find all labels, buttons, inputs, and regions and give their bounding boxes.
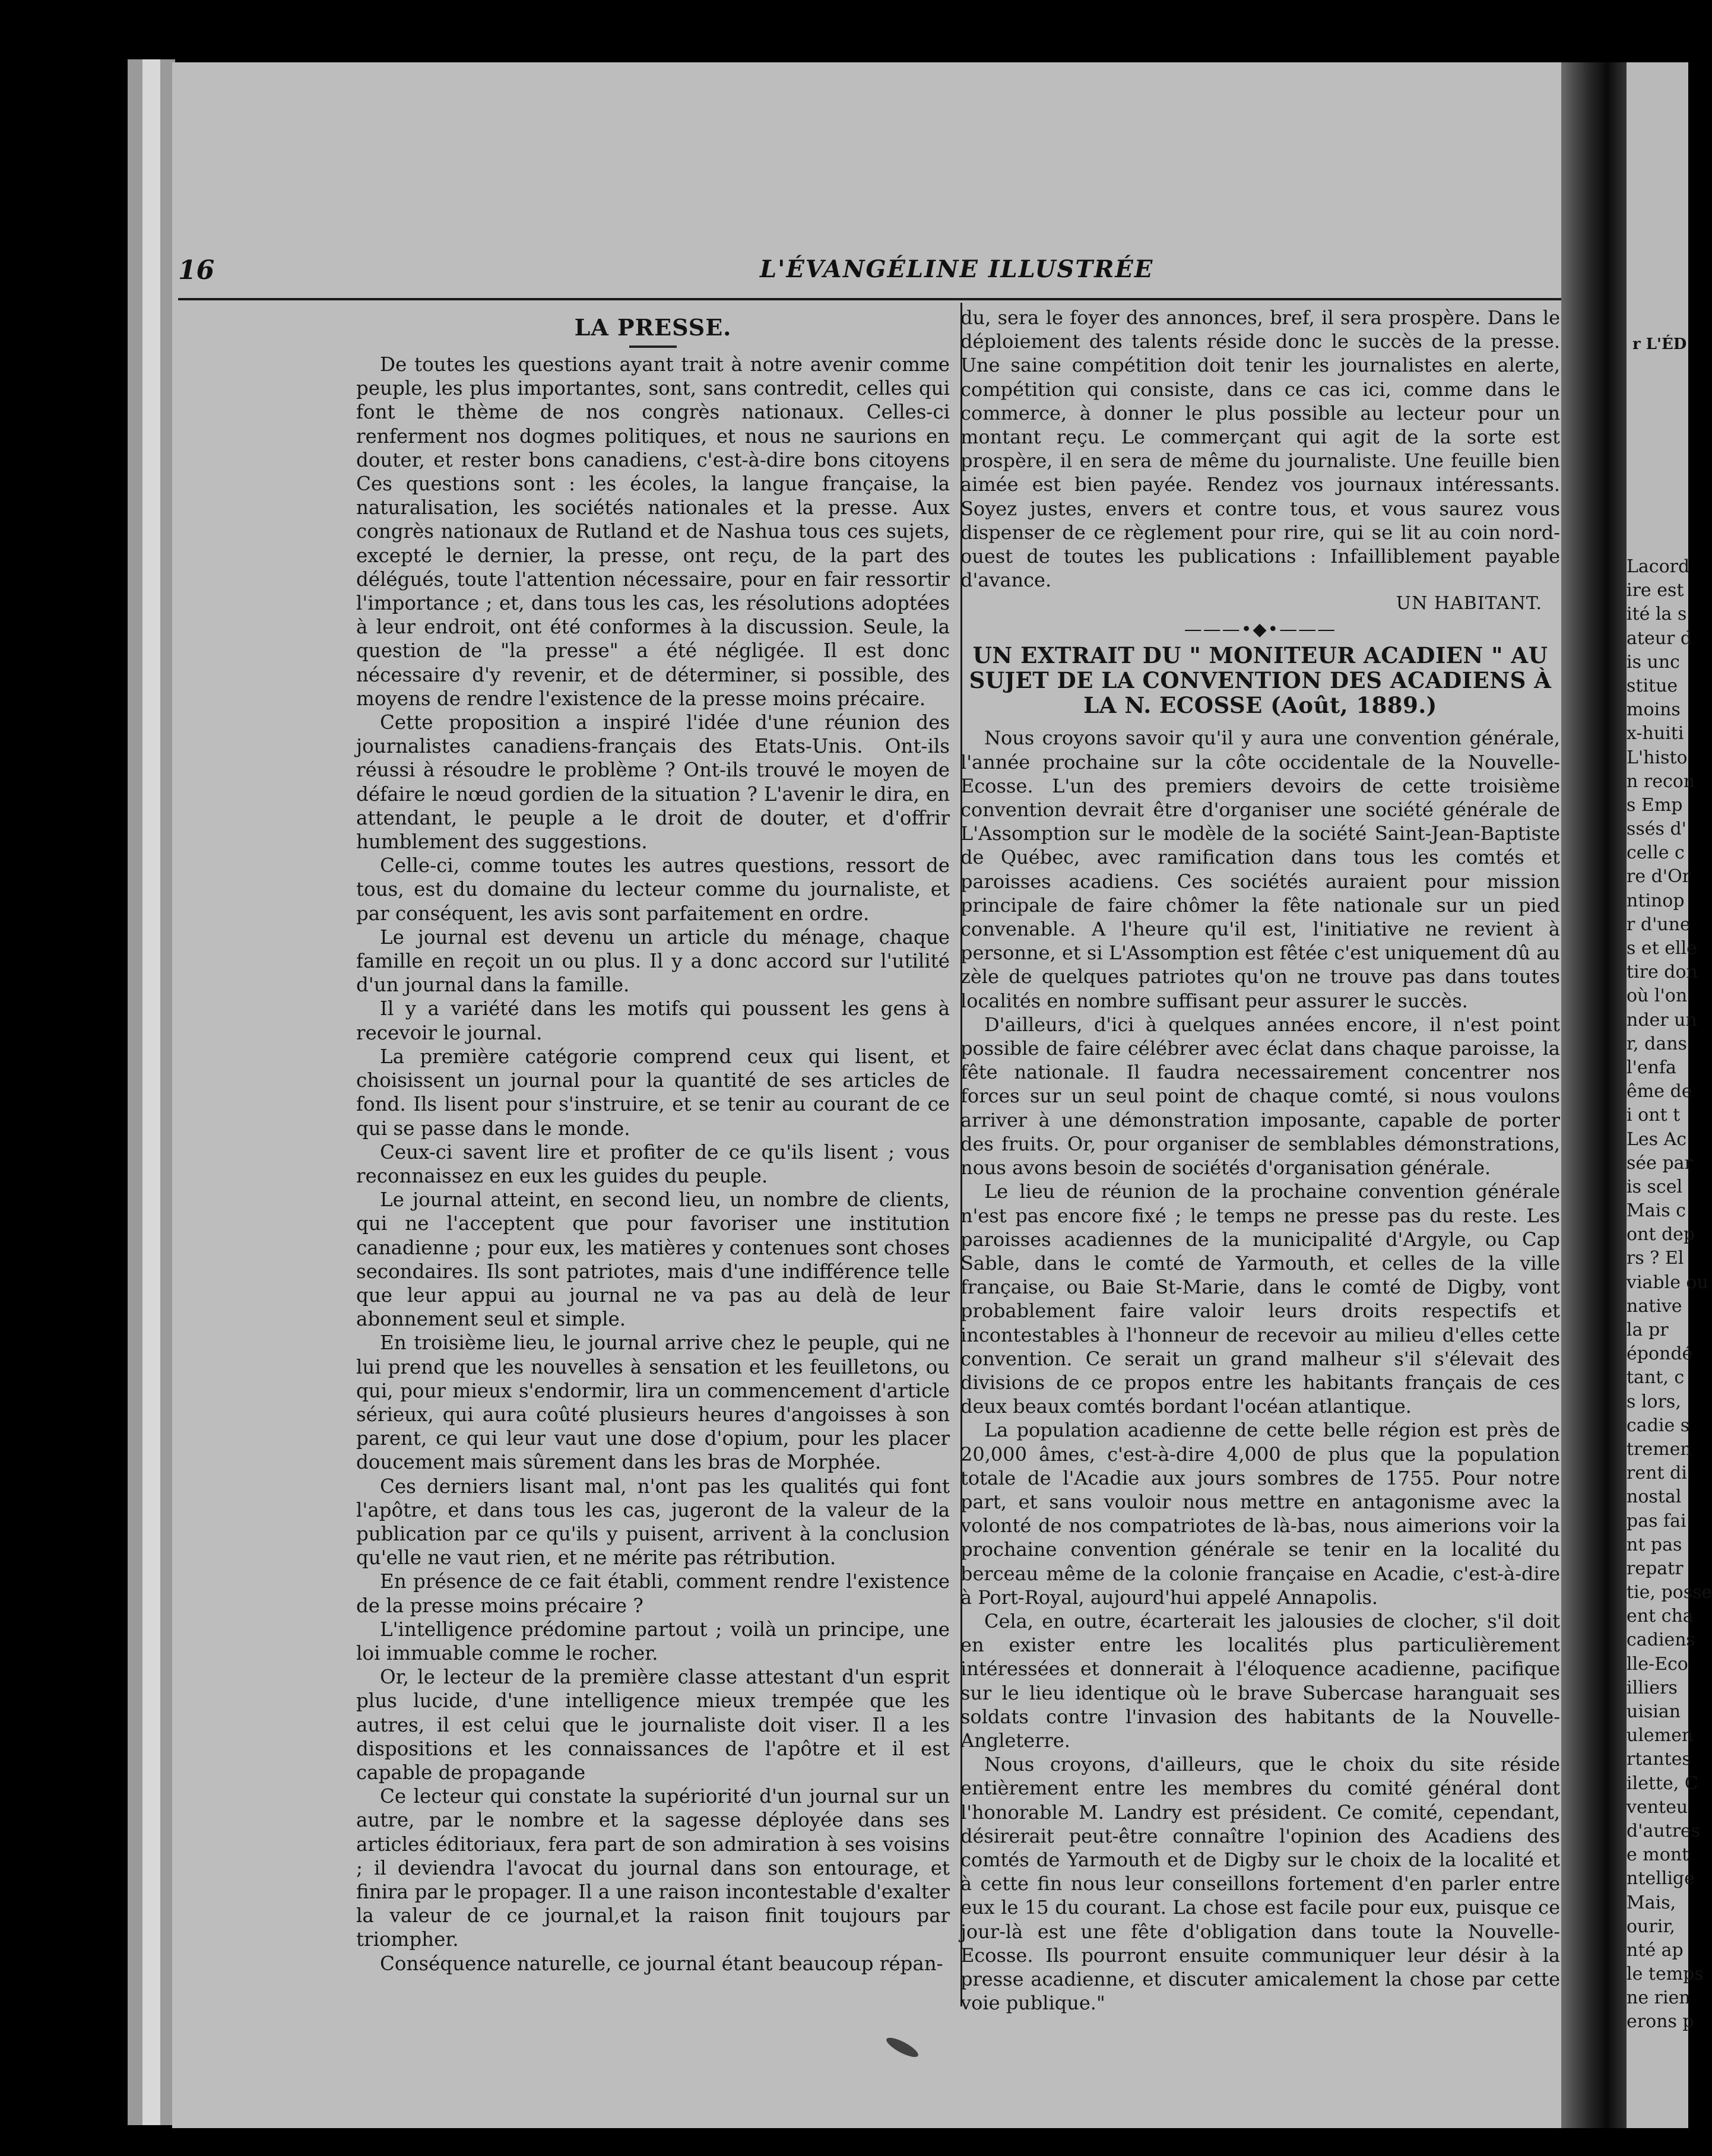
section-ornament: ———•◆•——— <box>1184 619 1337 641</box>
adjacent-page-line: e mont <box>1627 1844 1689 1866</box>
adjacent-page-line: ême de <box>1627 1081 1692 1102</box>
adjacent-page-line: Les Ac <box>1627 1128 1687 1150</box>
signature-row <box>960 592 1560 616</box>
paragraph: Nous croyons savoir qu'il y aura une convention générale, l'année prochaine sur la côte occidentale de la Nouvelle-Ecosse. L'un des premiers devoirs de cette troisième convention devrait être d'organiser une société générale de L'Assomption sur le modèle de la société Saint-Jean-Baptiste de Québec, avec ramification dans tous les comtés et paroisses acadiens. Ces sociétés auraient pour mission principale de faire chômer la fête nationale sur un pied convenable. A l'heure qu'il est, l'initiative ne revient à personne, et si L'Assomption est fêtée c'est uniquement dû au zèle de quelques patriotes qu'on ne trouve pas dans toutes localités en nombre suffisant peur assurer le succès. <box>960 727 1560 1012</box>
paragraph: Nous croyons, d'ailleurs, que le choix du site réside entièrement entre les membres du comité général dont l'honorable M. Landry est président. Ce comité, cependant, désirerait peut-être connaître l'opinion des Acadiens des comtés de Yarmouth et de Digby sur le choix de la localité et à cette fin nous leur conseillons fortement d'en parler entre eux le 15 du courant. La chose est facile pour eux, puisque ce jour-là est une fête d'obligation dans toute la Nouvelle-Ecosse. Ils pourront ensuite communiquer leur désir à la presse acadienne, et discuter amicalement la chose par cette voie publique." <box>960 1753 1560 2015</box>
adjacent-page-line: venteu <box>1627 1796 1688 1818</box>
paragraph: La première catégorie comprend ceux qui lisent, et choisissent un journal pour la quantité de ses articles de fond. Ils lisent pour s'instruire, et se tenir au courant de ce qui se passe dans le monde. <box>356 1045 950 1140</box>
adjacent-page-line: ne rien <box>1627 1987 1691 2009</box>
adjacent-page-line: x-huiti <box>1627 723 1684 744</box>
paragraph: Ce lecteur qui constate la supériorité d'un journal sur un autre, par le nombre et la sagesse déployée dans ses articles éditoriaux, fera part de son admiration à ses voisins ; il deviendra l'avocat du journal dans son entourage, et finira par le propager. Il a une raison incontestable d'exalter la valeur de ce journal,et la raison finit toujours par triompher. <box>356 1785 950 1951</box>
adjacent-page-line: ilette, C <box>1627 1773 1698 1794</box>
microfilm-edge-highlight <box>142 59 160 2125</box>
adjacent-page-line: re d'Or <box>1627 866 1691 887</box>
adjacent-page-line: cadiens <box>1627 1629 1695 1651</box>
adjacent-page-line: r d'une <box>1627 914 1691 935</box>
paragraph: Il y a variété dans les motifs qui poussent les gens à recevoir le journal. <box>356 997 950 1044</box>
adjacent-page-text <box>1627 555 1712 2034</box>
adjacent-page-header: r L'ÉD <box>1632 335 1687 353</box>
author-signature: UN HABITANT. <box>1396 593 1542 614</box>
adjacent-page-line: tremen <box>1627 1438 1692 1460</box>
paragraph: Or, le lecteur de la première classe attestant d'un esprit plus lucide, d'une intelligence mieux trempée que les autres, il est celui que le journaliste doit viser. Il a les dispositions et les connaissances de l'apôtre et il est capable de propagande <box>356 1666 950 1784</box>
adjacent-page-line: stitue <box>1627 675 1678 696</box>
adjacent-page-line: native <box>1627 1295 1682 1317</box>
adjacent-page-line: cadie s <box>1627 1415 1690 1436</box>
paragraph: Ces derniers lisant mal, n'ont pas les qualités qui font l'apôtre, et dans tous les cas, jugeront de la valeur de la publication par ce qu'ils y puisent, arrivent à la conclusion qu'elle ne vaut rien, et ne mérite pas rétribution. <box>356 1475 950 1570</box>
adjacent-page-line: nostal <box>1627 1486 1682 1508</box>
adjacent-page-line: lle-Eco <box>1627 1653 1688 1675</box>
adjacent-page-line: l'enfa <box>1627 1057 1676 1078</box>
adjacent-page-line: L'histo <box>1627 747 1688 768</box>
adjacent-page-line: ire est <box>1627 580 1684 601</box>
adjacent-page-line: rtantes <box>1627 1749 1691 1770</box>
adjacent-page-line: viable ou <box>1627 1272 1708 1293</box>
adjacent-page-line: ateur d <box>1627 627 1692 649</box>
adjacent-page-line: uisian <box>1627 1701 1681 1722</box>
adjacent-page-line: ont dep <box>1627 1224 1695 1245</box>
adjacent-page-line: is scel <box>1627 1176 1683 1197</box>
adjacent-page-line: la pr <box>1627 1320 1669 1340</box>
adjacent-page-line: i ont t <box>1627 1105 1681 1126</box>
article-title: LA PRESSE. <box>574 314 732 341</box>
adjacent-page-line: nder un <box>1627 1009 1697 1031</box>
header-rule <box>178 298 1573 300</box>
page-number: 16 <box>178 255 215 286</box>
adjacent-page-line: tire don <box>1627 962 1698 983</box>
adjacent-page-line: Lacord <box>1627 556 1690 577</box>
adjacent-page-line: repatr <box>1627 1558 1684 1579</box>
continued-paragraph: du, sera le foyer des annonces, bref, il sera prospère. Dans le déploiement des talents réside donc le succès de la presse. Une saine compétition doit tenir les journalistes en alerte, compétition qui consiste, dans ce cas ici, comme dans le commerce, à donner le plus possible au lecteur pour un montant reçu. Le commerçant qui agit de la sorte est prospère, il en sera de même du journaliste. Une feuille bien aimée est bien payée. Rendez vos journaux intéressants. Soyez justes, envers et contre tous, et vous saurez vous dispenser de ce règlement pour rire, qui se lit au coin nord-ouest de toutes les publications : Infailliblement payable d'avance. <box>960 306 1560 592</box>
extract-title: UN EXTRAIT DU " MONITEUR ACADIEN " AU SUJET DE LA CONVENTION DES ACADIENS À LA N. ECOSSE (Août, 1889.) <box>969 642 1552 719</box>
adjacent-page-line: s et elle <box>1627 938 1697 959</box>
adjacent-page-line: s Emp <box>1627 794 1683 816</box>
paragraph: Conséquence naturelle, ce journal étant beaucoup répan- <box>380 1952 943 1975</box>
paragraph: Le journal atteint, en second lieu, un nombre de clients, qui ne l'acceptent que pour favoriser une institution canadienne ; pour eux, les matières y contenues sont choses secondaires. Ils sont patriotes, mais d'une indifférence telle que leur appui au journal ne va pas au delà de leur abonnement seul et simple. <box>356 1188 950 1331</box>
right-column <box>960 306 1560 2015</box>
paragraph: En troisième lieu, le journal arrive chez le peuple, qui ne lui prend que les nouvelles à sensation et les feuilletons, ou qui, pour mieux s'endormir, lira un commencement d'article sérieux, qui aura coûté plusieurs heures d'angoisses à son parent, ce qui leur vaut une dose d'opium, pour les placer doucement mais sûrement dans les bras de Morphée. <box>356 1331 950 1474</box>
adjacent-page-line: rent di <box>1627 1463 1687 1484</box>
adjacent-page-line: moins <box>1627 699 1681 721</box>
paragraph: Ceux-ci savent lire et profiter de ce qu'ils lisent ; vous reconnaissez en eux les guides du peuple. <box>356 1140 950 1187</box>
adjacent-page-line: r, dans <box>1627 1033 1687 1054</box>
book-gutter <box>1561 62 1627 2128</box>
adjacent-page-line: épondé <box>1627 1343 1693 1365</box>
paragraph: Celle-ci, comme toutes les autres questions, ressort de tous, est du domaine du lecteur comme du journaliste, et par conséquent, les avis sont parfaitement en ordre. <box>356 854 950 925</box>
paragraph: D'ailleurs, d'ici à quelques années encore, il n'est point possible de faire célébrer avec éclat dans chaque paroisse, la fête nationale. Il faudra necessairement concentrer nos forces sur un seul point de chaque comté, si nous voulons arriver à une démonstration imposante, capable de porter des fruits. Or, pour organiser de semblables démonstrations, nous avons besoin de sociétés d'organisation générale. <box>960 1013 1560 1180</box>
adjacent-page-line: s lors, <box>1627 1391 1681 1412</box>
adjacent-page-line: ent cha <box>1627 1606 1694 1627</box>
adjacent-page <box>1627 62 1712 2128</box>
adjacent-page-line: nté ap <box>1627 1939 1684 1961</box>
paragraph: En présence de ce fait établi, comment rendre l'existence de la presse moins précaire ? <box>356 1570 950 1617</box>
adjacent-page-line: rs ? El <box>1627 1248 1684 1269</box>
adjacent-page-line: ntellige <box>1627 1868 1695 1889</box>
paragraph: De toutes les questions ayant trait à notre avenir comme peuple, les plus importantes, sont, sans contredit, celles qui font le thème de nos congrès nationaux. Celles-ci renferment nos dogmes politiques, et nous ne saurions en douter, et rester bons canadiens, c'est-à-dire bons citoyens Ces questions sont : les écoles, la langue française, la naturalisation, les sociétés nationales et la presse. Aux congrès nationaux de Rutland et de Nashua tous ces sujets, excepté le dernier, la presse, ont reçu, de la part des délégués, toute l'attention nécessaire, pour en fair ressortir l'importance ; et, dans tous les cas, les résolutions adoptées à leur endroit, ont été conformes à la discussion. Seule, la question de "la presse" a été négligée. Il est donc nécessaire d'y revenir, et de déterminer, si possible, des moyens de rendre l'existence de la presse moins précaire. <box>356 353 950 710</box>
adjacent-page-line: d'autres <box>1627 1820 1701 1841</box>
adjacent-page-line: où l'on <box>1627 985 1688 1007</box>
adjacent-page-line: Mais c <box>1627 1200 1686 1222</box>
left-column <box>356 309 950 1976</box>
adjacent-page-line: is unc <box>1627 651 1680 673</box>
adjacent-page-line: erons p <box>1627 2011 1694 2033</box>
adjacent-page-line: ssés d' <box>1627 819 1686 840</box>
paragraph: Cela, en outre, écarterait les jalousies de clocher, s'il doit en exister entre les localités plus particulièrement intéressées et donnerait à l'éloquence acadienne, pacifique sur le lieu identique où le brave Subercase haranguait ses soldats contre l'invasion des habitants de la Nouvelle-Angleterre. <box>960 1609 1560 1752</box>
adjacent-page-line: pas fai <box>1627 1510 1686 1532</box>
paragraph: Le journal est devenu un article du ménage, chaque famille en reçoit un ou plus. Il y a donc accord sur l'utilité d'un journal dans la famille. <box>356 925 950 997</box>
adjacent-page-line: celle c <box>1627 842 1685 864</box>
title-rule <box>629 345 677 348</box>
adjacent-page-line: n recon <box>1627 771 1695 792</box>
adjacent-page-line: nt pas <box>1627 1534 1682 1555</box>
adjacent-page-line: ulemen <box>1627 1725 1694 1746</box>
adjacent-page-line: tie, posse <box>1627 1582 1712 1603</box>
adjacent-page-line: le temps <box>1627 1964 1704 1985</box>
adjacent-page-line: illiers <box>1627 1677 1678 1698</box>
paragraph: La population acadienne de cette belle région est près de 20,000 âmes, c'est-à-dire 4,000 de plus que la population totale de l'Acadie aux jours sombres de 1755. Pour notre part, et sans vouloir nous mettre en antagonisme avec la volonté de nos compatriotes de là-bas, nous aimerions voir la prochaine convention générale se tenir en la localité du berceau même de la colonie française en Acadie, c'est-à-dire à Port-Royal, aujourd'hui appelé Annapolis. <box>960 1419 1560 1609</box>
adjacent-page-line: tant, c <box>1627 1367 1685 1388</box>
adjacent-page-line: ntinop <box>1627 890 1685 911</box>
adjacent-page-line: ité la s <box>1627 604 1687 625</box>
paragraph: L'intelligence prédomine partout ; voilà un principe, une loi immuable comme le rocher. <box>356 1618 950 1664</box>
running-title: L'ÉVANGÉLINE ILLUSTRÉE <box>760 255 1154 283</box>
paragraph: Le lieu de réunion de la prochaine convention générale n'est pas encore fixé ; le temps ne presse pas du reste. Les paroisses acadiennes de la municipalité d'Argyle, ou Cap Sable, dans le comté de Yarmouth, et celles de la ville française, ou Baie St-Marie, dans le comté de Digby, vont probablement faire valoir leurs droits respectifs et incontestables à l'honneur de recevoir au milieu d'elles cette convention. Ce serait un grand malheur s'il s'élevait des divisions de ce propos entre les habitants français de ces deux beaux comtés bordant l'océan atlantique. <box>960 1180 1560 1418</box>
adjacent-page-line: ourir, <box>1627 1916 1675 1937</box>
adjacent-page-line: sée par <box>1627 1152 1693 1174</box>
paragraph: Cette proposition a inspiré l'idée d'une réunion des journalistes canadiens-français des Etats-Unis. Ont-ils réussi à résoudre le problème ? Ont-ils trouvé le moyen de défaire le nœud gordien de la situation ? L'avenir le dira, en attendant, le peuple a le droit de douter, et d'offrir humblement des suggestions. <box>356 711 950 854</box>
adjacent-page-line: Mais, <box>1627 1892 1676 1913</box>
